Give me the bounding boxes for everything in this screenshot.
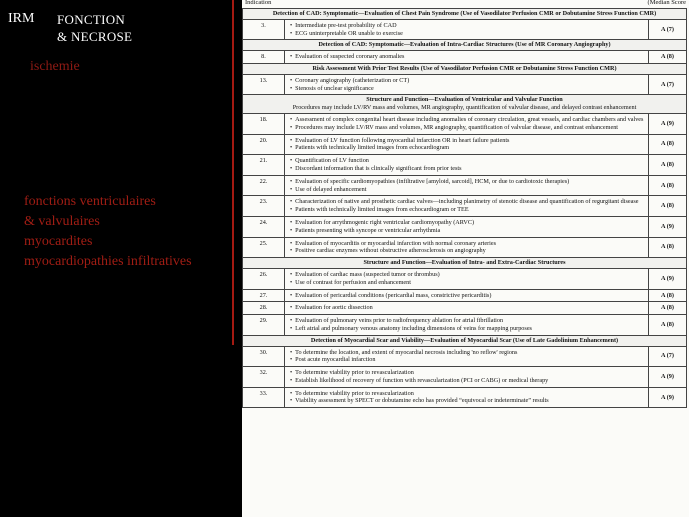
indication-bullet: • Discordant information that is clinically significant from prior tests	[288, 165, 645, 173]
table-row	[243, 175, 687, 196]
section-title-text: Detection of Myocardial Scar and Viability—Evaluation of Myocardial Scar (Use of Late Gadolinium Enhancement)	[310, 336, 619, 344]
median-score: A (9)	[649, 387, 687, 408]
table-row	[243, 134, 687, 155]
section-header-row	[243, 95, 687, 114]
indication-bullet: • Intermediate pre-test probability of CAD	[288, 22, 645, 30]
indication-number: 18.	[243, 113, 285, 134]
indication-bullet: • Patients with technically limited images from echocardiogram	[288, 144, 645, 152]
table-row	[243, 155, 687, 176]
indication-number: 21.	[243, 155, 285, 176]
section-header-row	[243, 258, 687, 269]
table-row	[243, 346, 687, 367]
indication-bullet: • Patients presenting with syncope or ventricular arrhythmia	[288, 227, 645, 235]
table-row	[243, 19, 687, 40]
median-score: A (8)	[649, 289, 687, 302]
median-score: A (8)	[649, 196, 687, 217]
indication-text	[285, 216, 649, 237]
left-panel	[0, 0, 240, 517]
table-row	[243, 268, 687, 289]
table-row	[243, 216, 687, 237]
section-title	[243, 40, 687, 51]
indication-text	[285, 268, 649, 289]
median-score: A (8)	[649, 315, 687, 336]
indication-number: 33.	[243, 387, 285, 408]
irm-label: IRM	[8, 11, 35, 26]
section-title	[243, 63, 687, 74]
indication-bullet: • Evaluation of specific cardiomyopathies (infiltrative [amyloid, sarcoid], HCM, or due to cardiotoxic therapies)	[288, 178, 645, 186]
table-row	[243, 315, 687, 336]
indication-bullet: • Patients with technically limited images from echocardiogram or TEE	[288, 206, 645, 214]
section-title-text: Structure and Function—Evaluation of Ventricular and Valvular Function	[366, 96, 563, 104]
indication-bullet: • Evaluation of suspected coronary anomalies	[288, 53, 645, 61]
indication-number: 28.	[243, 302, 285, 315]
fonctions-list	[24, 192, 192, 272]
median-score: A (9)	[649, 113, 687, 134]
indication-bullet: • Stenosis of unclear significance	[288, 85, 645, 93]
section-title	[243, 9, 687, 20]
indication-number: 13.	[243, 74, 285, 95]
section-title-text: Risk Assessment With Prior Test Results (Use of Vasodilator Perfusion CMR or Dobutamine Stress Function CMR)	[312, 64, 617, 72]
indication-text	[285, 113, 649, 134]
table-row	[243, 289, 687, 302]
indication-bullet: • Evaluation of cardiac mass (suspected tumor or thrombus)	[288, 271, 645, 279]
indication-text	[285, 289, 649, 302]
indication-bullet: • Evaluation of pericardial conditions (pericardial mass, constrictive pericarditis)	[288, 292, 645, 300]
col-indication-header: Indication	[245, 0, 272, 6]
indication-number: 27.	[243, 289, 285, 302]
section-title-text: Detection of CAD: Symptomatic—Evaluation of Intra-Cardiac Structures (Use of MR Coronary Angiography)	[318, 41, 611, 49]
indication-text	[285, 302, 649, 315]
median-score: A (8)	[649, 51, 687, 64]
indication-text	[285, 387, 649, 408]
col-score-header: (Median Score	[647, 0, 686, 6]
section-title	[243, 335, 687, 346]
indication-bullet: • To determine viability prior to revascularization	[288, 369, 645, 377]
median-score: A (7)	[649, 74, 687, 95]
indication-number: 29.	[243, 315, 285, 336]
indication-bullet: • Coronary angiography (catheterization or CT)	[288, 77, 645, 85]
fonctions-item: myocardiopathies infiltratives	[24, 254, 192, 269]
indication-text	[285, 196, 649, 217]
indication-text	[285, 367, 649, 388]
median-score: A (8)	[649, 134, 687, 155]
indication-bullet: • Assessment of complex congenital heart disease including anomalies of coronary circulation, great vessels, and cardiac chambers and valves	[288, 116, 645, 124]
indication-bullet: • Procedures may include LV/RV mass and volumes, MR angiography, quantification of valvular disease, and contrast enhancement	[288, 124, 645, 132]
indication-text	[285, 315, 649, 336]
indication-text	[285, 346, 649, 367]
indication-text	[285, 19, 649, 40]
section-title	[243, 95, 687, 114]
indication-bullet: • Establish likelihood of recovery of function with revascularization (PCI or CABG) or medical therapy	[288, 377, 645, 385]
indication-bullet: • Evaluation for aortic dissection	[288, 304, 645, 312]
table-row	[243, 196, 687, 217]
median-score: A (7)	[649, 346, 687, 367]
slide-title-line2: & NECROSE	[57, 29, 133, 44]
indication-number: 30.	[243, 346, 285, 367]
table-row	[243, 74, 687, 95]
indication-text	[285, 155, 649, 176]
red-divider-line	[232, 0, 234, 345]
indication-bullet: • Evaluation for arrythmogenic right ventricular cardiomyopathy (ARVC)	[288, 219, 645, 227]
indication-bullet: • Evaluation of pulmonary veins prior to radiofrequency ablation for atrial fibrillation	[288, 317, 645, 325]
section-header-row	[243, 9, 687, 20]
indication-text	[285, 51, 649, 64]
table-row	[243, 51, 687, 64]
indication-bullet: • Evaluation of myocarditis or myocardial infarction with normal coronary arteries	[288, 240, 645, 248]
indication-number: 25.	[243, 237, 285, 258]
table-row	[243, 367, 687, 388]
table-row	[243, 302, 687, 315]
fonctions-item: & valvulaires	[24, 214, 100, 229]
indication-number: 26.	[243, 268, 285, 289]
table-row	[243, 113, 687, 134]
slide-title	[57, 11, 132, 45]
indication-bullet: • Quantification of LV function	[288, 157, 645, 165]
median-score: A (8)	[649, 175, 687, 196]
median-score: A (9)	[649, 216, 687, 237]
indication-number: 22.	[243, 175, 285, 196]
indication-number: 23.	[243, 196, 285, 217]
indication-number: 8.	[243, 51, 285, 64]
indication-text	[285, 74, 649, 95]
indication-bullet: • Positive cardiac enzymes without obstructive atherosclerosis on angiography	[288, 247, 645, 255]
section-title	[243, 258, 687, 269]
section-header-row	[243, 335, 687, 346]
indication-bullet: • Left atrial and pulmonary venous anatomy including dimensions of veins for mapping purposes	[288, 325, 645, 333]
indication-bullet: • Post acute myocardial infarction	[288, 356, 645, 364]
table-row	[243, 237, 687, 258]
fonctions-item: myocardites	[24, 234, 93, 249]
median-score: A (9)	[649, 268, 687, 289]
fonctions-item: fonctions ventriculaires	[24, 194, 156, 209]
indication-text	[285, 134, 649, 155]
document-page	[242, 0, 689, 517]
median-score: A (9)	[649, 367, 687, 388]
table-header	[242, 0, 689, 8]
indication-number: 24.	[243, 216, 285, 237]
indication-number: 3.	[243, 19, 285, 40]
indication-bullet: • Viability assessment by SPECT or dobutamine echo has provided “equivocal or indeterminate” results	[288, 397, 645, 405]
indication-number: 20.	[243, 134, 285, 155]
indication-text	[285, 237, 649, 258]
section-note: Procedures may include LV/RV mass and volumes, MR angiography, quantification of valvular disease, and delayed contrast enhancement	[292, 104, 637, 112]
indication-text	[285, 175, 649, 196]
table-row	[243, 387, 687, 408]
median-score: A (7)	[649, 19, 687, 40]
section-header-row	[243, 63, 687, 74]
indication-bullet: • Characterization of native and prosthetic cardiac valves—including planimetry of stenotic disease and quantification of regurgitant disease	[288, 198, 645, 206]
ischemie-label: ischemie	[30, 59, 80, 74]
slide-title-line1: FONCTION	[57, 12, 126, 27]
median-score: A (8)	[649, 155, 687, 176]
indication-bullet: • Evaluation of LV function following myocardial infarction OR in heart failure patients	[288, 137, 645, 145]
indication-bullet: • Use of contrast for perfusion and enhancement	[288, 279, 645, 287]
indication-bullet: • Use of delayed enhancement	[288, 186, 645, 194]
indication-bullet: • ECG uninterpretable OR unable to exercise	[288, 30, 645, 38]
indication-bullet: • To determine viability prior to revascularization	[288, 390, 645, 398]
section-header-row	[243, 40, 687, 51]
median-score: A (8)	[649, 237, 687, 258]
appropriateness-table	[242, 8, 687, 408]
section-title-text: Detection of CAD: Symptomatic—Evaluation of Chest Pain Syndrome (Use of Vasodilator Perfusion CMR or Dobutamine Stress Function CMR)	[272, 10, 657, 17]
median-score: A (8)	[649, 302, 687, 315]
section-title-text: Structure and Function—Evaluation of Intra- and Extra-Cardiac Structures	[363, 259, 566, 267]
indication-bullet: • To determine the location, and extent of myocardial necrosis including 'no reflow' regions	[288, 349, 645, 357]
indication-number: 32.	[243, 367, 285, 388]
